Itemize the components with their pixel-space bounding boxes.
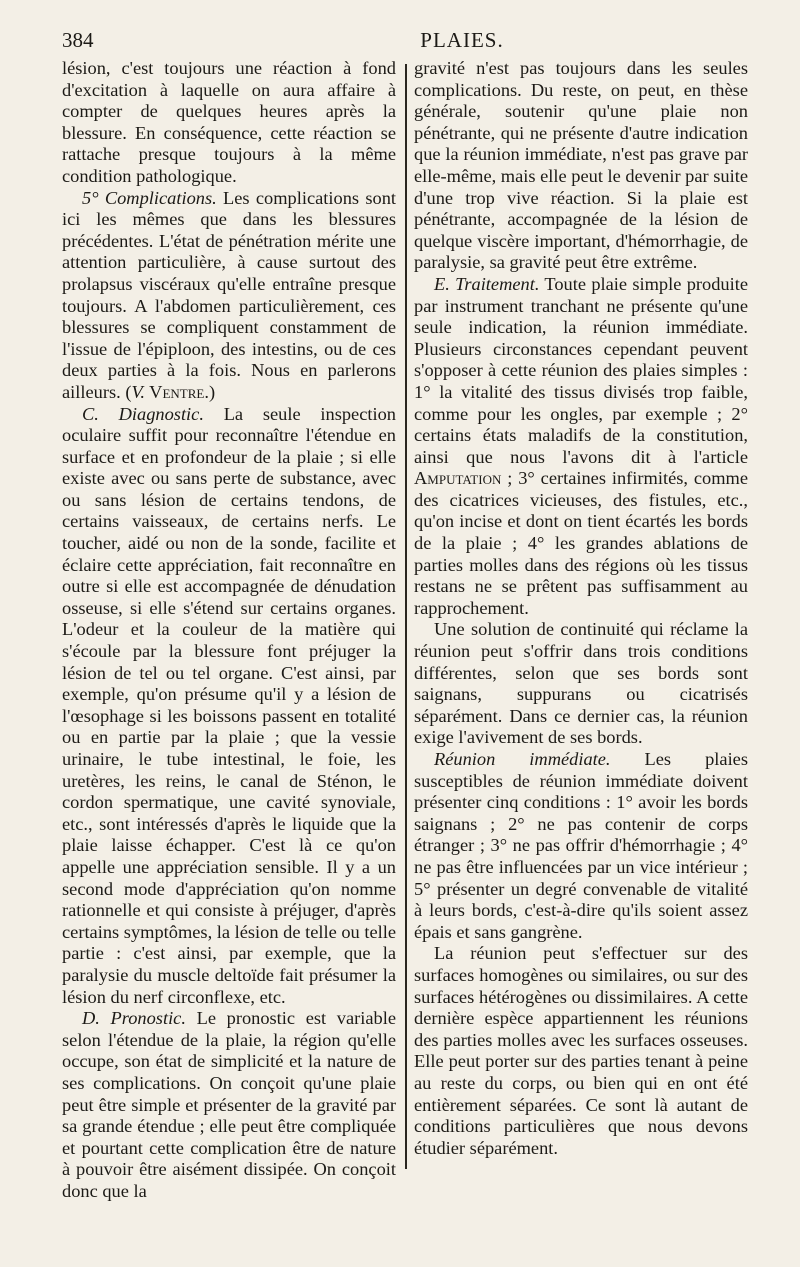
paragraph-reunion-immediate: Réunion immédiate. Les plaies susceptibles de réunion immédiate doivent présenter cinq conditions : 1° avoir les bords saignans ; 2° ne pas contenir de corps étranger ; 3° ne pas offrir d'hémorrhagie ; 4° ne pas être influencées par un vice intérieur ; 5° présenter un degré convenable de vitalité à leurs bords, c'est-à-dire qu'ils soient assez épais et sans gangrène. [414,749,748,942]
page-number: 384 [62,28,94,52]
section-heading: Réunion immédiate. [434,749,611,769]
cross-ref-word: Amputation [414,468,502,489]
section-heading: E. Traitement. [434,273,540,294]
paragraph: gravité n'est pas toujours dans les seules complications. Du reste, on peut, en thèse générale, soutenir qu'une plaie non pénétrante, qui ne présente d'autre indication que la réunion immédiate, n'est pas grave par elle-même, mais elle peut le devenir par suite d'une trop vive réaction. Si la plaie est pénétrante, accompagnée de la lésion de quelque viscère important, d'hémorrhagie, de paralysie, sa gravité peut être extrême. [414,58,748,273]
running-title: PLAIES. [420,28,504,52]
paragraph-pronostic: D. Pronostic. Le pronostic est variable selon l'étendue de la plaie, la région qu'elle occupe, son état de simplicité et la nature de ses complications. On conçoit qu'une plaie peut être simple et présenter de la gravité par sa grande étendue ; elle peut être compliquée et pourtant cette complication être de nature à pouvoir être aisément dissipée. On conçoit donc que la [62,1008,396,1201]
cross-ref-word: Ventre [144,381,205,402]
paragraph: La réunion peut s'effectuer sur des surfaces homogènes ou similaires, ou sur des surfaces hétérogènes ou dissimilaires. A cette dernière espèce appartiennent les réunions des parties molles avec les surfaces osseuses. Elle peut porter sur des parties tenant à peine au reste du corps, ou bien qui en ont été entièrement séparées. Ce sont là autant de conditions particulières que nous devons étudier séparément. [414,943,748,1158]
cross-ref-v: V. [131,381,145,402]
section-heading: 5° Complications. [82,187,217,208]
right-column [414,58,748,1159]
section-heading: D. Pronostic. [82,1008,186,1029]
paragraph: lésion, c'est toujours une réaction à fond d'excitation à laquelle on aura affaire à compter de quelques heures après la blessure. En conséquence, cette réaction se rattache presque toujours à la même condition pathologique. [62,58,396,186]
paragraph-traitement: E. Traitement. Toute plaie simple produite par instrument tranchant ne présente qu'une seule indication, la réunion immédiate. Plusieurs circonstances cependant peuvent s'opposer à cette réunion des plaies simples : 1° la vitalité des tissus divisés trop faible, comme pour les ongles, par exemple ; 2° certains états maladifs de la constitution, ainsi que nous l'avons dit à l'article Amputation ; 3° certaines infirmités, comme des cicatrices vicieuses, des fistules, etc., qu'on incise et dont on tient écartés les bords de la plaie ; 4° les grandes ablations de parties molles dans des régions où les tissus restans ne se prêtent pas suffisamment au rapprochement. [414,273,748,618]
paragraph: Une solution de continuité qui réclame la réunion peut s'offrir dans trois conditions différentes, selon que ses bords sont saignans, suppurans ou cicatrisés séparément. Dans ce dernier cas, la réunion exige l'avivement de ses bords. [414,619,748,748]
page-header [62,28,772,54]
section-heading: C. Diagnostic. [82,403,204,424]
left-column [62,58,396,1202]
paragraph-complications: 5° Complications. Les complications sont ici les mêmes que dans les blessures précédentes. L'état de pénétration mérite une attention particulière, à cause surtout des prolapsus viscéraux qu'elle entraîne presque toujours. A l'abdomen particulièrement, ces blessures se compliquent constamment de l'issue de l'épiploon, des intestins, ou de ces deux parties à la fois. Nous en parlerons ailleurs. (V. Ventre.) [62,187,396,402]
paragraph-diagnostic: C. Diagnostic. La seule inspection oculaire suffit pour reconnaître l'étendue en surface et en profondeur de la plaie ; si elle existe avec ou sans perte de substance, avec ou sans lésion de certains tendons, de certains vaisseaux, de certains nerfs. Le toucher, aidé ou non de la sonde, facilite et éclaire cette appréciation, fait reconnaître en outre si elle est accompagnée de dénudation osseuse, si elle s'étend sur certains organes. L'odeur et la couleur de la matière qui s'écoule par la blessure font préjuger la lésion de tel ou tel organe. C'est ainsi, par exemple, qu'on présume qu'il y a lésion de l'œsophage si les boissons passent en totalité ou en partie par la plaie ; que la vessie urinaire, le tube intestinal, le foie, les uretères, les reins, le canal de Sténon, le cordon spermatique, une cavité synoviale, etc., sont intéressés d'après le liquide que la plaie laisse échapper. C'est là ce qu'on appelle une appréciation sensible. Il y a un second mode d'appréciation qu'on nomme rationnelle et qui consiste à préjuger, d'après certains symptômes, la lésion de telle ou telle partie : c'est ainsi, par exemple, que la paralysie du muscle deltoïde fait présumer la lésion du nerf circonflexe, etc. [62,403,397,1007]
column-divider [405,64,407,1169]
